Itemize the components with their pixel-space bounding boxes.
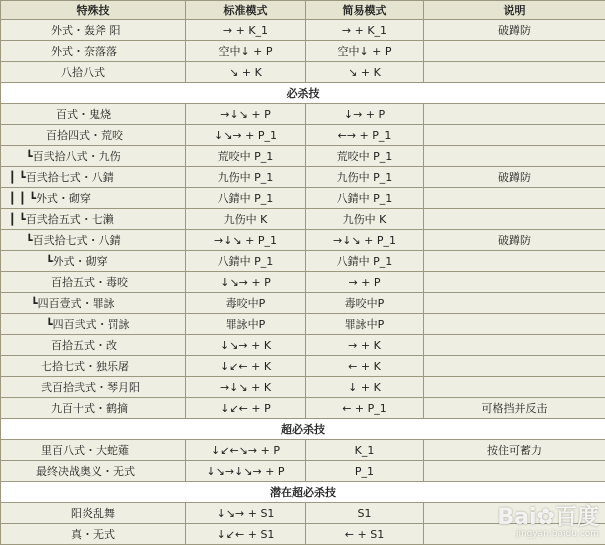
standard-input-cell: 罪詠中P (186, 314, 306, 335)
easy-input-cell: 八錆中 P_1 (306, 188, 424, 209)
table-row (1, 251, 605, 272)
note-cell (424, 209, 605, 230)
note-cell (424, 146, 605, 167)
move-name-cell: 百式・鬼烧 (1, 104, 186, 125)
table-row (1, 461, 605, 482)
header-easy: 简易模式 (306, 1, 424, 20)
note-cell: 破蹲防 (424, 167, 605, 188)
note-cell (424, 293, 605, 314)
move-name-cell: 百拾五式・改 (1, 335, 186, 356)
section-row (1, 419, 605, 440)
standard-input-cell: 九伤中 P_1 (186, 167, 306, 188)
note-cell: 破蹲防 (424, 20, 605, 41)
table-row (1, 41, 605, 62)
move-name-cell: ┃ ┃ ┗外式・砌穿 (1, 188, 186, 209)
easy-input-cell: ← + P_1 (306, 398, 424, 419)
standard-input-cell: → + K_1 (186, 20, 306, 41)
easy-input-cell: → + K (306, 335, 424, 356)
easy-input-cell: 八錆中 P_1 (306, 251, 424, 272)
table-row (1, 440, 605, 461)
move-name-cell: 最终决战奥义・无式 (1, 461, 186, 482)
move-name-cell: 里百八式・大蛇薙 (1, 440, 186, 461)
standard-input-cell: ↓↘→ + K (186, 335, 306, 356)
easy-input-cell: 罪詠中P (306, 314, 424, 335)
easy-input-cell: ← + K (306, 356, 424, 377)
table-row (1, 209, 605, 230)
note-cell: 可格挡并反击 (424, 398, 605, 419)
section-title: 潜在超必杀技 (1, 482, 605, 503)
move-name-cell: ┗外式・砌穿 (1, 251, 186, 272)
standard-input-cell: →↓↘ + K (186, 377, 306, 398)
move-name-cell: 阳炎乱舞 (1, 503, 186, 524)
table-row (1, 20, 605, 41)
easy-input-cell: →↓↘ + P_1 (306, 230, 424, 251)
easy-input-cell: ← + S1 (306, 524, 424, 545)
standard-input-cell: →↓↘ + P_1 (186, 230, 306, 251)
section-row (1, 482, 605, 503)
header-standard: 标准模式 (186, 1, 306, 20)
standard-input-cell: ↓↙← + P (186, 398, 306, 419)
easy-input-cell: ←→ + P_1 (306, 125, 424, 146)
header-row (1, 1, 605, 20)
easy-input-cell: 九伤中 K (306, 209, 424, 230)
easy-input-cell: 毒咬中P (306, 293, 424, 314)
easy-input-cell: ↓ + K (306, 377, 424, 398)
section-row (1, 83, 605, 104)
move-name-cell: 外式・奈落落 (1, 41, 186, 62)
note-cell (424, 41, 605, 62)
move-name-cell: ┗百弐拾八式・九伤 (1, 146, 186, 167)
move-name-cell: 百拾五式・毒咬 (1, 272, 186, 293)
watermark-logo: Bai✿百度 (497, 507, 599, 529)
standard-input-cell: ↘ + K (186, 62, 306, 83)
easy-input-cell: 荒咬中 P_1 (306, 146, 424, 167)
easy-input-cell: → + P (306, 272, 424, 293)
easy-input-cell: → + K_1 (306, 20, 424, 41)
table-row (1, 272, 605, 293)
easy-input-cell: 空中↓ + P (306, 41, 424, 62)
move-name-cell: 外式・轰斧 阳 (1, 20, 186, 41)
table-row (1, 167, 605, 188)
table-row (1, 146, 605, 167)
move-name-cell: 百拾四式・荒咬 (1, 125, 186, 146)
standard-input-cell: 八錆中 P_1 (186, 188, 306, 209)
baidu-watermark (497, 507, 599, 540)
note-cell (424, 104, 605, 125)
standard-input-cell: ↓↘→ + S1 (186, 503, 306, 524)
note-cell: 破蹲防 (424, 230, 605, 251)
header-move: 特殊技 (1, 1, 186, 20)
standard-input-cell: ↓↘→ + P_1 (186, 125, 306, 146)
table-row (1, 125, 605, 146)
standard-input-cell: →↓↘ + P (186, 104, 306, 125)
standard-input-cell: ↓↘→ + P (186, 272, 306, 293)
table-row (1, 398, 605, 419)
note-cell: 按住可蓄力 (424, 440, 605, 461)
watermark-url: jingyan.baidu.com (497, 529, 599, 540)
standard-input-cell: 空中↓ + P (186, 41, 306, 62)
table-row (1, 377, 605, 398)
standard-input-cell: ↓↙← + K (186, 356, 306, 377)
note-cell (424, 377, 605, 398)
move-name-cell: 八拾八式 (1, 62, 186, 83)
move-name-cell: ┗四百弐式・罚詠 (1, 314, 186, 335)
move-name-cell: 九百十式・鹤摘 (1, 398, 186, 419)
table-row (1, 293, 605, 314)
easy-input-cell: ↓→ + P (306, 104, 424, 125)
table-row (1, 335, 605, 356)
note-cell (424, 335, 605, 356)
note-cell (424, 356, 605, 377)
standard-input-cell: ↓↙← + S1 (186, 524, 306, 545)
move-name-cell: 弐百拾弐式・琴月阳 (1, 377, 186, 398)
standard-input-cell: 八錆中 P_1 (186, 251, 306, 272)
table-body (1, 20, 605, 545)
easy-input-cell: S1 (306, 503, 424, 524)
note-cell (424, 314, 605, 335)
table-row (1, 104, 605, 125)
standard-input-cell: ↓↘→↓↘→ + P (186, 461, 306, 482)
table-row (1, 188, 605, 209)
note-cell (424, 188, 605, 209)
note-cell (424, 125, 605, 146)
note-cell (424, 272, 605, 293)
move-name-cell: 七拾七式・独乐屠 (1, 356, 186, 377)
table-row (1, 314, 605, 335)
move-name-cell: 真・无式 (1, 524, 186, 545)
easy-input-cell: K_1 (306, 440, 424, 461)
easy-input-cell: ↘ + K (306, 62, 424, 83)
move-name-cell: ┗四百壹式・罪詠 (1, 293, 186, 314)
table-row (1, 230, 605, 251)
move-name-cell: ┃ ┗百弐拾七式・八錆 (1, 167, 186, 188)
move-name-cell: ┃ ┗百弐拾五式・七濑 (1, 209, 186, 230)
section-title: 超必杀技 (1, 419, 605, 440)
standard-input-cell: 九伤中 K (186, 209, 306, 230)
easy-input-cell: P_1 (306, 461, 424, 482)
table-row (1, 356, 605, 377)
easy-input-cell: 九伤中 P_1 (306, 167, 424, 188)
note-cell (424, 251, 605, 272)
move-name-cell: ┗百弐拾七式・八錆 (1, 230, 186, 251)
standard-input-cell: 毒咬中P (186, 293, 306, 314)
note-cell (424, 461, 605, 482)
table-row (1, 62, 605, 83)
header-note: 说明 (424, 1, 605, 20)
standard-input-cell: ↓↙←↘→ + P (186, 440, 306, 461)
standard-input-cell: 荒咬中 P_1 (186, 146, 306, 167)
note-cell (424, 62, 605, 83)
section-title: 必杀技 (1, 83, 605, 104)
